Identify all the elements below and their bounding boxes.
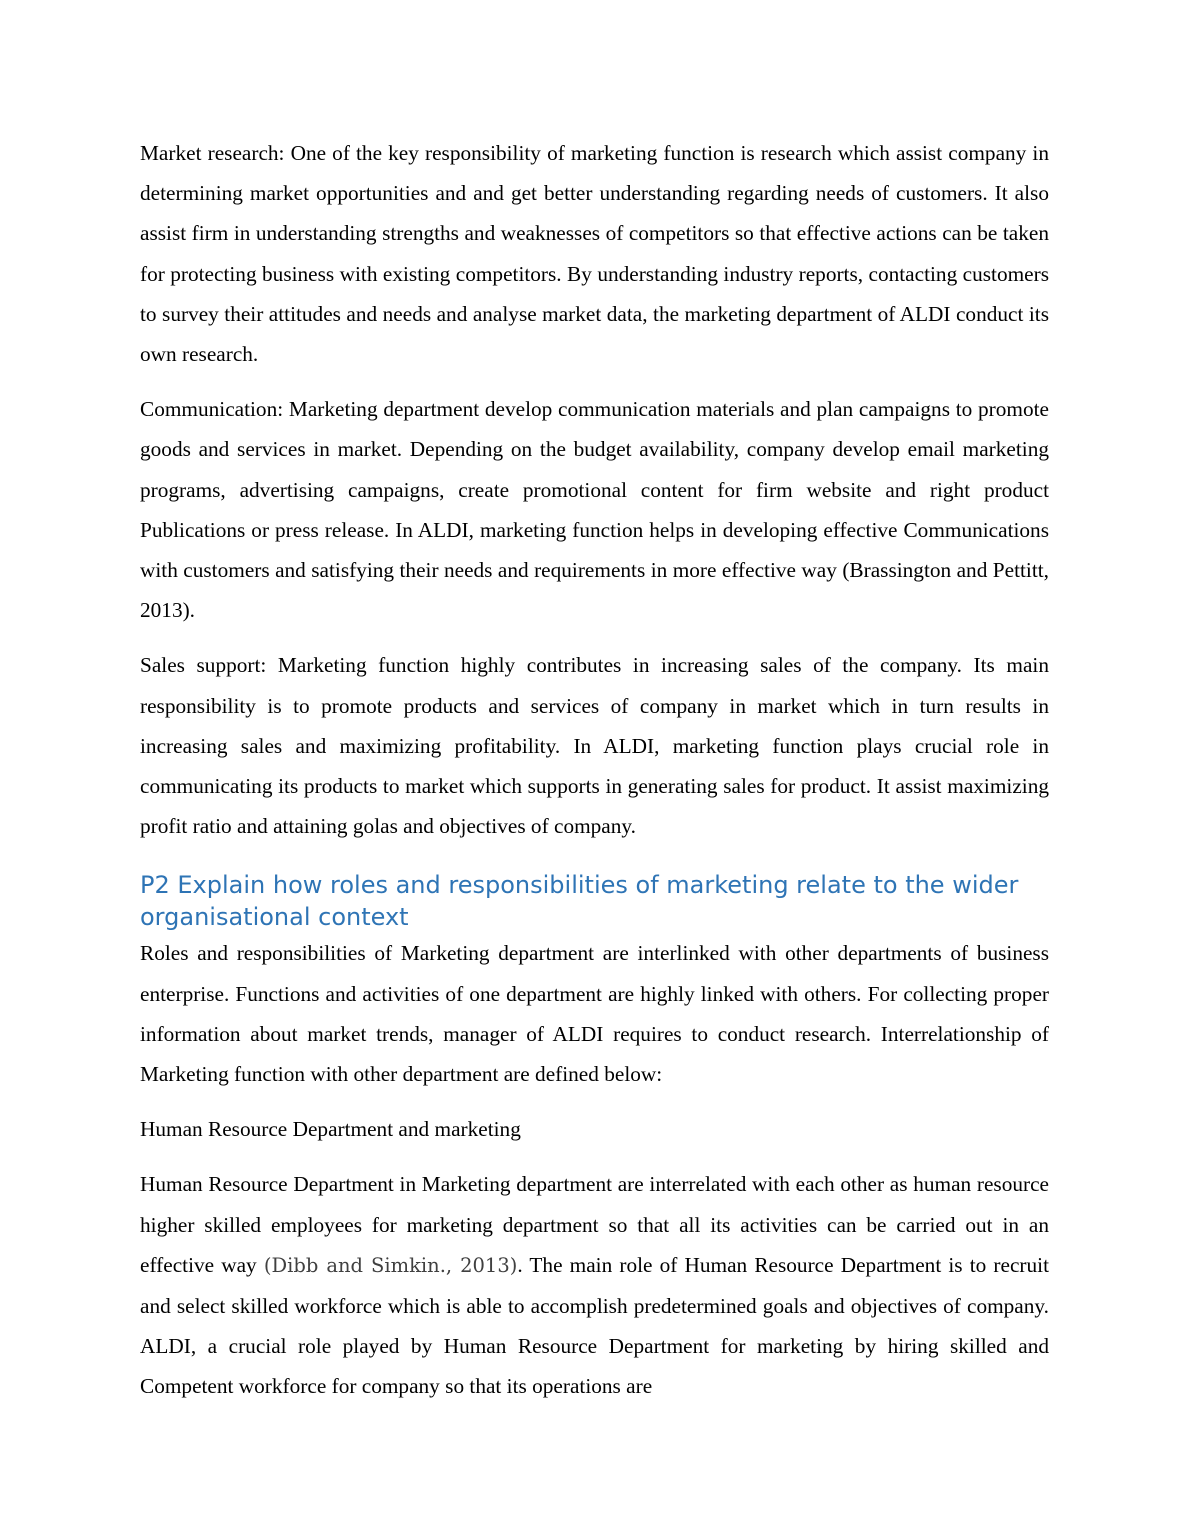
citation-dibb-simkin: (Dibb and Simkin., 2013) <box>263 1253 518 1277</box>
page-content <box>140 133 1049 1422</box>
paragraph-communication: Communication: Marketing department develop communication materials and plan campaigns to promote goods and services in market. Depending on the budget availability, company develop email marketing programs, advertising campaigns, create promotional content for firm website and right product Publications or press release. In ALDI, marketing function helps in developing effective Communications with customers and satisfying their needs and requirements in more effective way (Brassington and Pettitt, 2013). <box>140 397 1049 623</box>
section-heading-p2: P2 Explain how roles and responsibilities of marketing relate to the wider organisational context <box>140 871 1019 932</box>
paragraph-market-research: Market research: One of the key responsibility of marketing function is research which assist company in determining market opportunities and and get better understanding regarding needs of customers. It also assist firm in understanding strengths and weaknesses of competitors so that effective actions can be taken for protecting business with existing competitors. By understanding industry reports, contacting customers to survey their attitudes and needs and analyse market data, the marketing department of ALDI conduct its own research. <box>140 141 1049 367</box>
paragraph-hr-marketing <box>140 1164 1049 1406</box>
paragraph-section-intro: Roles and responsibilities of Marketing department are interlinked with other departments of business enterprise. Functions and activities of one department are highly linked with others. For collecting proper information about market trends, manager of ALDI requires to conduct research. Interrelationship of Marketing function with other department are defined below: <box>140 941 1049 1087</box>
hr-text-before-citation: Human Resource Department in Marketing department are interrelated with each other as human resource higher skilled employees for marketing department so that all its activities can be carried out in an effective way <box>140 1172 1049 1277</box>
subheading-hr-marketing: Human Resource Department and marketing <box>140 1117 521 1142</box>
hr-text-after-citation: . The main role of Human Resource Department is to recruit and select skilled workforce which is able to accomplish predetermined goals and objectives of company. ALDI, a crucial role played by Human Resource Department for marketing by hiring skilled and Competent workforce for company so that its operations are <box>140 1252 1049 1399</box>
paragraph-sales-support: Sales support: Marketing function highly contributes in increasing sales of the company. Its main responsibility is to promote products and services of company in market which in turn results in increasing sales and maximizing profitability. In ALDI, marketing function plays crucial role in communicating its products to market which supports in generating sales for product. It assist maximizing profit ratio and attaining golas and objectives of company. <box>140 653 1049 839</box>
